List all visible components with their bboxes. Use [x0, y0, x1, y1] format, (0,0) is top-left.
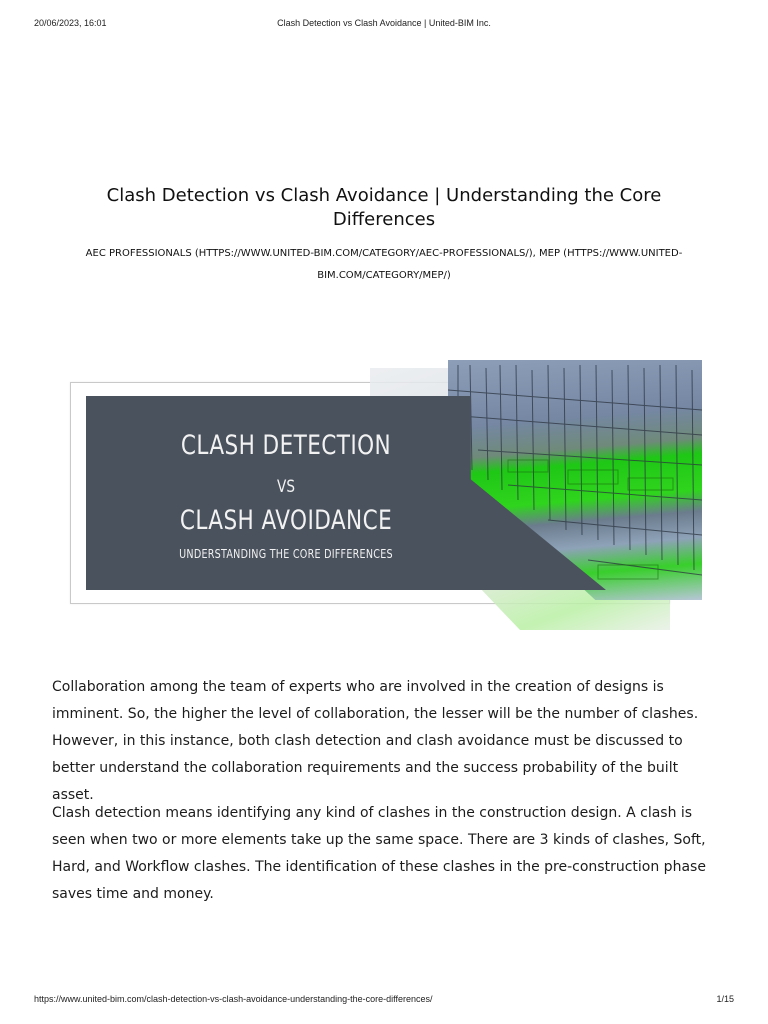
hero-heading-line1: CLASH DETECTION — [180, 430, 392, 461]
body-paragraph-1: Collaboration among the team of experts who are involved in the creation of designs is imminent. So, the higher the level of collaboration, the lesser will be the number of clashes. However, in this instance, both clash detection and clash avoidance must be discussed to better understand the collaboration requirements and the success probability of the built asset. — [52, 679, 699, 803]
hero-subtitle: UNDERSTANDING THE CORE DIFFERENCES — [179, 547, 393, 561]
hero-heading-line2: CLASH AVOIDANCE — [179, 505, 393, 536]
article-title: Clash Detection vs Clash Avoidance | Understanding the Core Differences — [106, 185, 662, 230]
print-url: https://www.united-bim.com/clash-detection-vs-clash-avoidance-understanding-the-core-differences/ — [34, 994, 433, 1004]
hero-banner-image — [70, 360, 702, 632]
body-paragraph-2: Clash detection means identifying any kind of clashes in the construction design. A clash is seen when two or more elements take up the same space. There are 3 kinds of clashes, Soft, Hard, and Workflow clashes. The identification of these clashes in the pre-construction phase saves time and money. — [52, 805, 706, 902]
category-links-text[interactable]: AEC PROFESSIONALS (HTTPS://WWW.UNITED-BIM.COM/CATEGORY/AEC-PROFESSIONALS/), MEP (HTTPS://WWW.UNITED-BIM.COM/CATEGORY/MEP/) — [85, 248, 683, 281]
print-datetime: 20/06/2023, 16:01 — [34, 18, 107, 28]
category-links[interactable] — [50, 243, 718, 287]
print-page-title: Clash Detection vs Clash Avoidance | United-BIM Inc. — [277, 18, 491, 28]
print-footer — [0, 994, 768, 1008]
print-page-number: 1/15 — [716, 994, 734, 1004]
hero-heading-vs: VS — [277, 477, 295, 497]
print-header — [0, 18, 768, 32]
